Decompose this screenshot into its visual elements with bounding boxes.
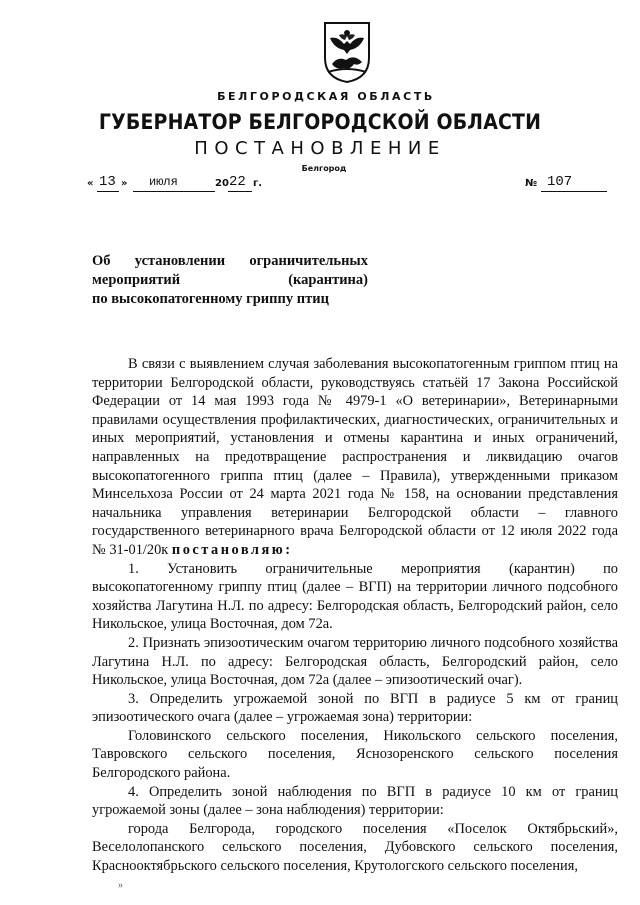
governor-heading: ГУБЕРНАТОР БЕЛГОРОДСКОЙ ОБЛАСТИ — [98, 110, 542, 134]
title-line-3: по высокопатогенному гриппу птиц — [92, 291, 329, 307]
footer-mark: » — [118, 880, 123, 891]
date-year-underline — [228, 191, 252, 192]
city-label: Белгород — [301, 164, 347, 173]
intro-text: В связи с выявлением случая заболевания высокопатогенным гриппом птиц на территории Белгородской области, руководствуясь статьёй 17 Закона Российской Федерации от 14 мая 1993 года № 4979-1 «О ветеринарии», Ветеринарными правилами осуществления профилактических, диагностических, ограничительных и иных мероприятий, установления и отмены карантина и иных ограничений, направленных на предотвращение распространения и ликвидацию очагов высокопатогенного гриппа птиц (далее – Правила), утвержденными приказом Минсельхоза России от 24 марта 2021 года № 158, на основании представления начальника управления ветеринарии Белгородской области – главного государственного ветеринарного врача Белгородской области от 12 июля 2022 года № 31-01/20к — [92, 356, 618, 558]
decree-body — [92, 355, 618, 876]
clause-3: 3. Определить угрожаемой зоной по ВГП в радиусе 5 км от границ эпизоотического очага (далее – угрожаемая зона) территории: — [92, 690, 618, 726]
decree-number-label: № — [525, 178, 538, 189]
date-year-suffix: 22 — [229, 174, 246, 190]
title-line-1: Об установлении ограничительных — [92, 253, 368, 269]
date-day: 13 — [99, 174, 116, 190]
clause-3-territories: Головинского сельского поселения, Никольского сельского поселения, Тавровского сельского поселения, Яснозоренского сельского поселения Белгородского района. — [92, 727, 618, 782]
decree-number: 107 — [547, 174, 573, 190]
title-line-2: мероприятий (карантина) — [92, 272, 368, 288]
date-open-quote: « — [87, 178, 94, 189]
date-year-unit: г. — [253, 178, 263, 189]
decree-heading: ПОСТАНОВЛЕНИЕ — [194, 138, 446, 159]
date-year-prefix: 20 — [215, 178, 229, 189]
date-month: июля — [149, 175, 178, 189]
clause-4-territories: города Белгорода, городского поселения «Поселок Октябрьский», Веселолопанского сельского поселения, Дубовского сельского поселения, Краснооктябрьского сельского поселения, Крутологского сельского поселения, — [92, 820, 618, 875]
resolve-word: постановляю: — [171, 541, 293, 558]
clause-2: 2. Признать эпизоотическим очагом территорию личного подсобного хозяйства Лагутина Н.Л. по адресу: Белгородская область, Белгородский район, село Никольское, улица Восточная, дом 72а (далее – эпизоотический очаг). — [92, 634, 618, 689]
decree-title — [92, 252, 368, 309]
clause-1: 1. Установить ограничительные мероприятия (карантин) по высокопатогенному гриппу птиц (далее – ВГП) на территории личного подсобного хозяйства Лагутина Н.Л. по адресу: Белгородская область, Белгородский район, село Никольское, улица Восточная, дом 72а. — [92, 560, 618, 633]
date-day-underline — [97, 191, 119, 192]
region-heading: БЕЛГОРОДСКАЯ ОБЛАСТЬ — [217, 90, 435, 103]
decree-number-underline — [541, 191, 607, 192]
clause-4: 4. Определить зоной наблюдения по ВГП в радиусе 10 км от границ угрожаемой зоны (далее – зона наблюдения) территории: — [92, 783, 618, 819]
belgorod-coat-of-arms-icon — [322, 20, 372, 84]
intro-paragraph — [92, 355, 618, 560]
date-close-quote: » — [121, 178, 128, 189]
date-month-underline — [133, 191, 215, 192]
date-line — [87, 174, 607, 196]
